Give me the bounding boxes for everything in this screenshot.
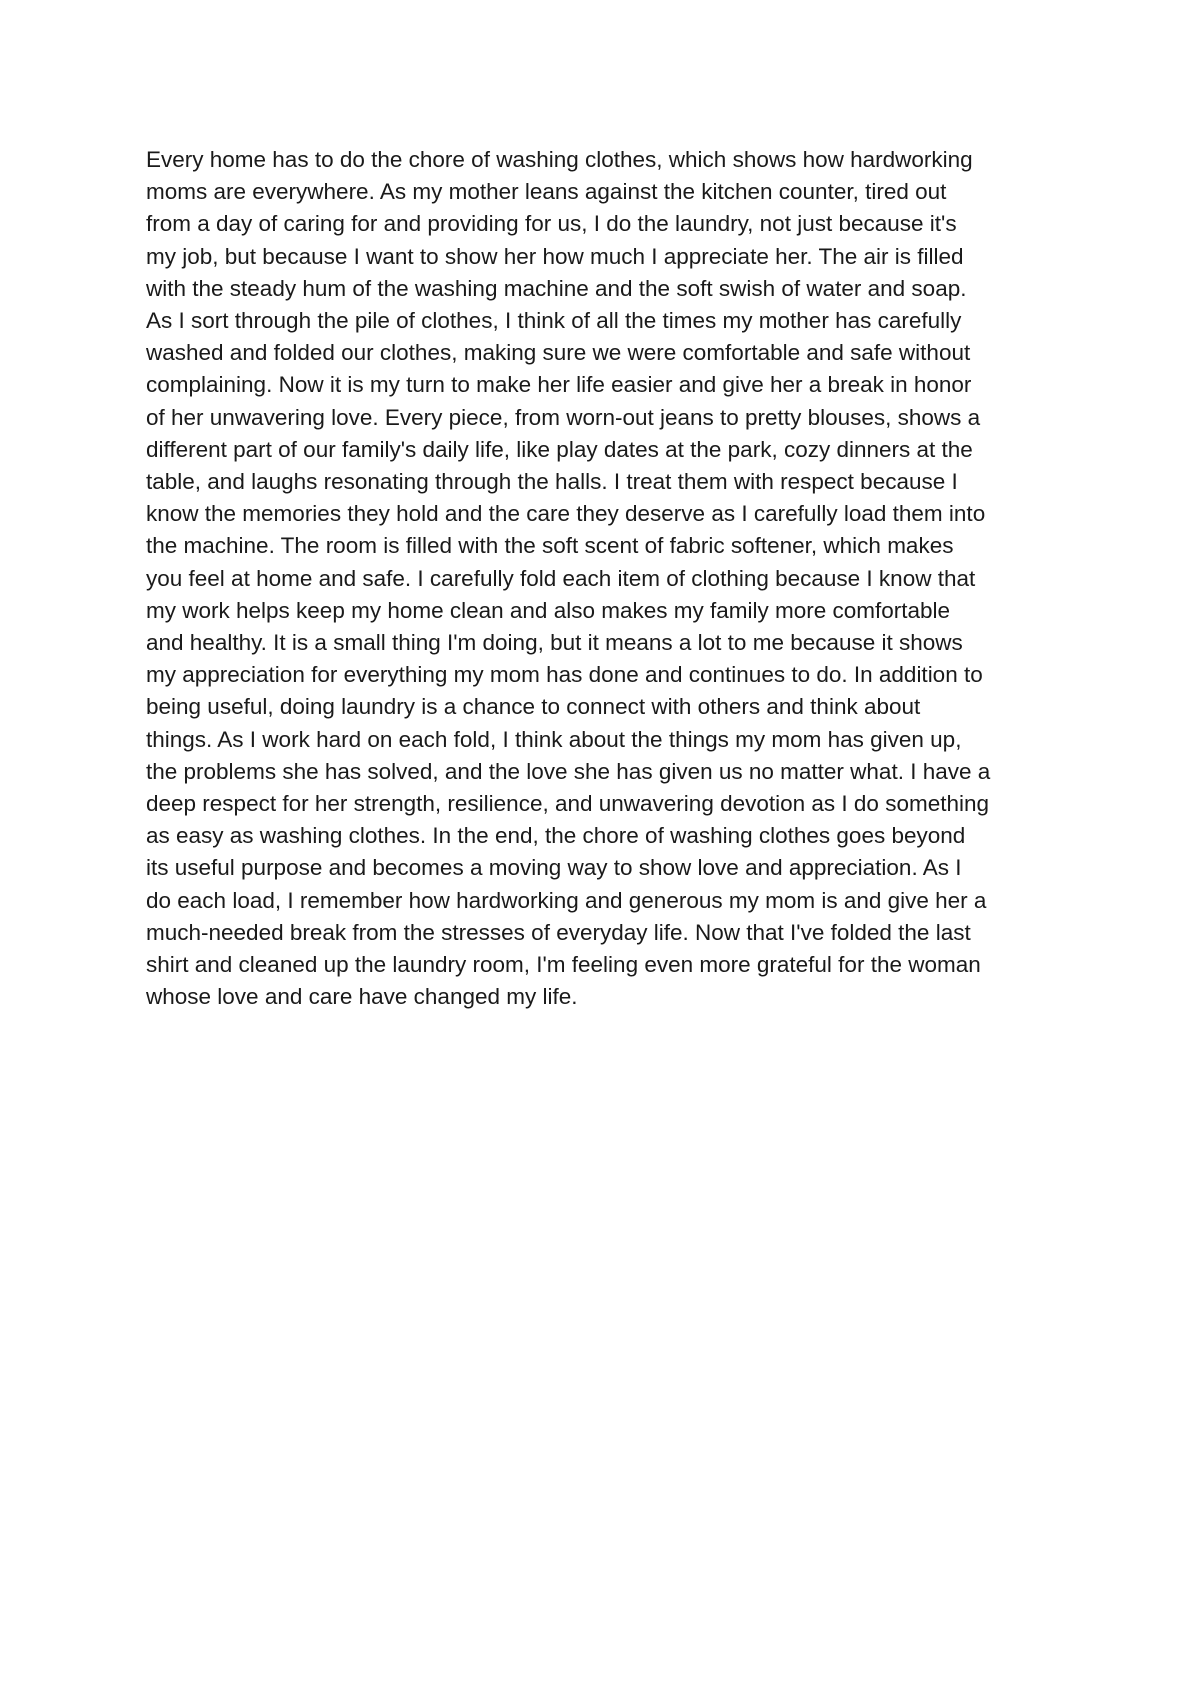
paragraph-line: of her unwavering love. Every piece, from worn-out jeans to pretty blouses, shows a: [146, 404, 981, 430]
paragraph-line: know the memories they hold and the care they deserve as I carefully load them into: [146, 501, 986, 527]
paragraph-line: things. As I work hard on each fold, I think about the things my mom has given up,: [146, 726, 962, 752]
paragraph-line: table, and laughs resonating through the halls. I treat them with respect because I: [146, 469, 958, 495]
paragraph-line: you feel at home and safe. I carefully fold each item of clothing because I know that: [146, 565, 976, 591]
paragraph-line: its useful purpose and becomes a moving way to show love and appreciation. As I: [146, 855, 962, 881]
body-paragraph: [146, 144, 1074, 1013]
paragraph-line: moms are everywhere. As my mother leans against the kitchen counter, tired out: [146, 179, 947, 205]
paragraph-line: washed and folded our clothes, making sure we were comfortable and safe without: [146, 340, 971, 366]
paragraph-line: deep respect for her strength, resilience, and unwavering devotion as I do something: [146, 791, 990, 817]
paragraph-line: shirt and cleaned up the laundry room, I'm feeling even more grateful for the woman: [146, 952, 981, 978]
paragraph-line: my work helps keep my home clean and also makes my family more comfortable: [146, 597, 951, 623]
paragraph-line: the machine. The room is filled with the soft scent of fabric softener, which makes: [146, 533, 954, 559]
paragraph-line: from a day of caring for and providing for us, I do the laundry, not just because it's: [146, 211, 957, 237]
paragraph-line: do each load, I remember how hardworking and generous my mom is and give her a: [146, 887, 987, 913]
paragraph-line: complaining. Now it is my turn to make her life easier and give her a break in honor: [146, 372, 972, 398]
paragraph-line: with the steady hum of the washing machine and the soft swish of water and soap.: [146, 275, 967, 301]
paragraph-line: my appreciation for everything my mom has done and continues to do. In addition to: [146, 662, 983, 688]
paragraph-line: and healthy. It is a small thing I'm doing, but it means a lot to me because it shows: [146, 630, 963, 656]
paragraph-line: my job, but because I want to show her how much I appreciate her. The air is filled: [146, 243, 964, 269]
paragraph-line: being useful, doing laundry is a chance to connect with others and think about: [146, 694, 921, 720]
paragraph-line: the problems she has solved, and the love she has given us no matter what. I have a: [146, 758, 991, 784]
paragraph-line: Every home has to do the chore of washing clothes, which shows how hardworking: [146, 147, 973, 172]
paragraph-line: As I sort through the pile of clothes, I think of all the times my mother has carefully: [146, 308, 962, 334]
paragraph-line: much-needed break from the stresses of everyday life. Now that I've folded the last: [146, 919, 971, 945]
paragraph-line: as easy as washing clothes. In the end, the chore of washing clothes goes beyond: [146, 823, 966, 849]
paragraph-line: whose love and care have changed my life.: [146, 984, 578, 1010]
paragraph-line: different part of our family's daily life, like play dates at the park, cozy dinners at the: [146, 436, 973, 462]
